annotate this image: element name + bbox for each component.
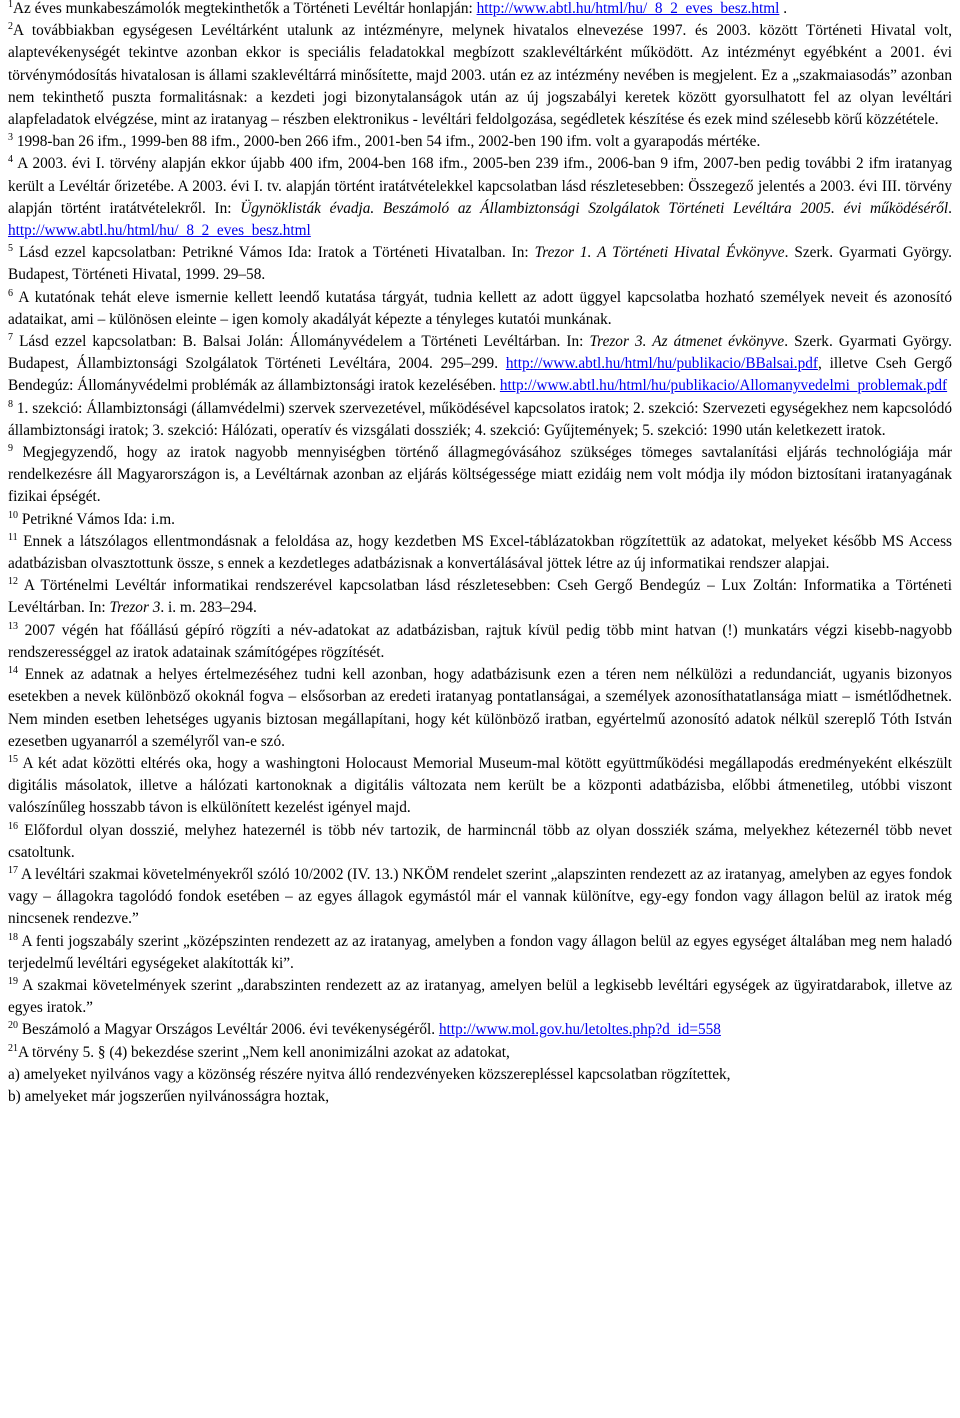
footnote-number: 5 [8,243,13,255]
footnote-number: 9 [8,443,13,455]
footnote-italic-text: Trezor 3 [109,599,161,617]
footnote-italic-text: Trezor 1. A Történeti Hivatal Évkönyve [534,244,785,262]
footnote-link[interactable]: http://www.abtl.hu/html/hu/publikacio/BBalsai.pdf [505,355,818,373]
footnote-text: A 2003. évi I. törvény alapján ekkor újabb 400 ifm, 2004-ben 168 ifm., 2005-ben 239 ifm., 2006-ban 9 ifm, 2007-ben pedig további 2 ifm iratanyag került a Levéltár őrizetébe. A 2003. évi I. tv. alapján történt iratátvételekkel kapcsolatban lásd részletesebben: Összegező jelentés a 2003. évi III. törvény alapján történt iratátvételekről. In: [8,155,952,217]
footnote-text: . Szerk. Gyarmati György. Budapest, Állambiztonsági Szolgálatok Történeti Levéltára, 2004. 295–299. [8,333,952,373]
footnote-number: 18 [8,931,18,943]
footnote-number: 13 [8,620,18,632]
footnote-2 [8,20,952,131]
footnote-text: A továbbiakban egységesen Levéltárként utalunk az intézményre, melynek hivatalos elnevezése 1997. és 2003. között Történeti Hivatal volt, alaptevékenységét tekintve azonban ekkor is speciális feladatokkal megbízott szaklevéltárként működött. Az intézményt egyébként a 2001. évi törvénymódosítás hivatalosan is állami szaklevéltárrá minősítette, majd 2003. után ez az intézmény nevében is megjelent. Ez a „szakmaiasodás” azonban nem tekinthető puszta formalitásnak: a kezdeti jogi bizonytalanságok után az új jogszabályi keretek között gyorsulhatott fel az olyan levéltári alapfeladatok elvégzése, mint az iratanyag – részben elektronikus - levéltári feldolgozása, segédletek készítése és ezek mind szélesebb körű közzététele. [8,22,952,129]
footnote-number: 4 [8,154,13,166]
footnote-number: 3 [8,132,13,144]
footnotes-list [8,0,952,1064]
footnote-number: 21 [8,1042,18,1054]
footnote-link[interactable]: http://www.mol.gov.hu/letoltes.php?d_id=558 [438,1021,721,1039]
footnote-text: A Történelmi Levéltár informatikai rendszerével kapcsolatban lásd részletesebben: Cseh Gergő Bendegúz – Lux Zoltán: Informatika a Történeti Levéltárban. In: [8,577,952,617]
footnote-number: 15 [8,753,18,765]
footnote-italic-text: Ügynöklisták évadja. Beszámoló az Állambiztonsági Szolgálatok Történeti Levéltára 2005. évi működéséről [240,199,949,217]
footnote-text: A törvény 5. § (4) bekezdése szerint „Nem kell anonimizálni azokat az adatokat, [18,1043,510,1061]
footnote-text: . i. m. 283–294. [160,599,257,617]
footnote-13 [8,620,952,664]
footnote-text: 1998-ban 26 ifm., 1999-ben 88 ifm., 2000-ben 266 ifm., 2001-ben 54 ifm., 2002-ben 190 ifm. volt a gyarapodás mértéke. [13,133,761,151]
footnote-9 [8,442,952,509]
footnote-7 [8,331,952,398]
footnote-11 [8,531,952,575]
footnote-text: Beszámoló a Magyar Országos Levéltár 2006. évi tevékenységéről. [18,1021,439,1039]
footnote-20 [8,1019,952,1041]
footnote-number: 2 [8,21,13,33]
footnote-number: 8 [8,398,13,410]
footnote-text: 1. szekció: Állambiztonsági (államvédelmi) szervek szervezetével, működésével kapcsolatos iratok; 2. szekció: Szervezeti egységekhez nem kapcsolódó állambiztonsági iratok; 3. szekció: Hálózati, operatív és vizsgálati dossziék; 4. szekció: Gyűjtemények; 5. szekció: 1990 után keletkezett iratok. [8,399,952,439]
footnote-text: , illetve Cseh Gergő Bendegúz: Állományvédelmi problémák az állambiztonsági iratok kezelésében. [8,355,952,395]
footnote-4 [8,153,952,242]
footnote-text: . [948,199,952,217]
footnote-number: 12 [8,576,18,588]
footnote-number: 19 [8,975,18,987]
footnote-text: Ennek az adatnak a helyes értelmezéséhez tudni kell azonban, hogy adatbázisunk ezen a téren nem nélkülözi a redundanciát, ugyanis bizonyos esetekben a nevek különböző okoknál fogva – elsősorban az eredeti iratanyag pontatlanságai, a személyek azonosíthatatlansága miatt – ismétlődhetnek. Nem minden esetben lehetséges ugyanis biztosan megállapítani, hogy két különböző iratban, egyértelmű azonosító adatok nélkül szereplő Tóth István ezesetben ugyanarról a személyről van-e szó. [8,666,952,750]
footnote-number: 17 [8,864,18,876]
footnote-text: . Szerk. Gyarmati György. Budapest, Történeti Hivatal, 1999. 29–58. [8,244,952,284]
footnote-number: 7 [8,332,13,344]
footnote-14 [8,664,952,753]
footnote-text: Petrikné Vámos Ida: i.m. [18,510,175,528]
footnote-text: A levéltári szakmai követelményekről szóló 10/2002 (IV. 13.) NKÖM rendelet szerint „alapszinten rendezett az az iratanyag, amelyben az egyes fondok vagy – állagokra tagolódó fondok esetében – az egyes állagok egymástól már el vannak különítve, egy-egy fondon vagy állagon belül az iratok még nincsenek rendezve.” [8,865,952,928]
footnote-number: 10 [8,509,18,521]
footnote-8 [8,398,952,442]
footnote-number: 1 [8,0,13,10]
footnote-text: Lásd ezzel kapcsolatban: B. Balsai Jolán: Állományvédelem a Történeti Levéltárban. In: [13,333,590,351]
footnote-link[interactable]: http://www.abtl.hu/html/hu/_8_2_eves_besz.html [8,222,311,240]
footnote-link[interactable]: http://www.abtl.hu/html/hu/publikacio/Allomanyvedelmi_problemak.pdf [499,377,948,395]
footnote-1 [8,0,952,20]
footnote-text: Megjegyzendő, hogy az iratok nagyobb mennyiségben történő állagmegóvásához szükséges tömeges savtalanítási eljárás technológiája már rendelkezésre áll Magyarországon is, a Levéltárnak azonban az eljárás költségessége miatt ezidáig nem volt módja ily módon biztosítani iratanyagának fizikai épségét. [8,444,952,506]
footnote-text: Előfordul olyan dosszié, melyhez hatezernél is több név tartozik, de harmincnál több az olyan dossziék száma, melyekhez kétezernél több nevet csatoltunk. [8,821,952,861]
footnote-text: 2007 végén hat főállású gépíró rögzíti a név-adatokat az adatbázisban, rajtuk kívül pedig több mint hatvan (!) munkatárs végzi kisebb-nagyobb rendszerességgel az iratok adatainak számítógépes rögzítését. [8,621,952,661]
footnote-link[interactable]: http://www.abtl.hu/html/hu/_8_2_eves_besz.html [476,0,780,17]
footnote-number: 14 [8,665,18,677]
footnote-15 [8,753,952,820]
footnote-number: 11 [8,531,18,543]
footnote-text: A fenti jogszabály szerint „középszinten rendezett az az iratanyag, amelyben a fondon vagy állagon belül az egyes egységet általában meg nem haladó terjedelmű levéltári egységeket alakították ki”. [8,932,952,972]
law-excerpt-item: a) amelyeket nyilvános vagy a közönség részére nyitva álló rendezvényeken közszerepléssel kapcsolatban rögzítettek, [8,1065,731,1083]
footnote-text: A szakmai követelmények szerint „darabszinten rendezett az az iratanyag, amelyen belül a legkisebb levéltári egységek az ügyiratdarabok, illetve az egyes iratok.” [8,976,952,1017]
footnote-16 [8,820,952,864]
footnote-italic-text: Trezor 3. Az átmenet évkönyve [589,333,785,351]
footnote-3 [8,131,952,153]
footnote-text: Az éves munkabeszámolók megtekinthetők a Történeti Levéltár honlapján: [13,0,477,17]
footnote-number: 16 [8,820,18,832]
footnote-text: A két adat közötti eltérés oka, hogy a washingtoni Holocaust Memorial Museum-mal kötött együttműködési megállapodás eredményeként elkészült digitális másolatok, illetve a hálózati kartonoknak a digitális változata nem került be a központi adatbázisba, előbbi átmenetileg, utóbbi viszont valószínűleg hosszabb távon is elkülönített kezelést igényel majd. [8,754,952,817]
footnote-21 [8,1042,952,1064]
footnote-6 [8,287,952,331]
law-excerpt-item: b) amelyeket már jogszerűen nyilvánosságra hoztak, [8,1087,330,1105]
footnote-text: A kutatónak tehát eleve ismernie kellett leendő kutatása tárgyát, tudnia kellett az adott üggyel kapcsolatba hozható személyek neveit és azonosító adataikat, ami – különösen eleinte – igen komoly akadályát képezte a tényleges kutatói munkának. [8,288,952,328]
footnote-text: Lásd ezzel kapcsolatban: Petrikné Vámos Ida: Iratok a Történeti Hivatalban. In: [13,244,535,262]
footnote-5 [8,242,952,286]
footnote-number: 20 [8,1020,18,1032]
footnote-19 [8,975,952,1019]
law-excerpt-list [8,1064,952,1108]
footnote-number: 6 [8,287,13,299]
footnote-12 [8,575,952,619]
footnote-17 [8,864,952,931]
footnote-text: Ennek a látszólagos ellentmondásnak a feloldása az, hogy kezdetben MS Excel-táblázatokban rögzítettük az adatokat, melyeket később MS Access adatbázisban olvasztottunk össze, s ennek a kezdetleges adatbázisnak a konvertálásával jöttek létre az új informatikai rendszer alapjai. [8,532,952,573]
footnote-18 [8,931,952,975]
footnote-text: . [779,0,788,17]
footnote-10 [8,509,952,531]
